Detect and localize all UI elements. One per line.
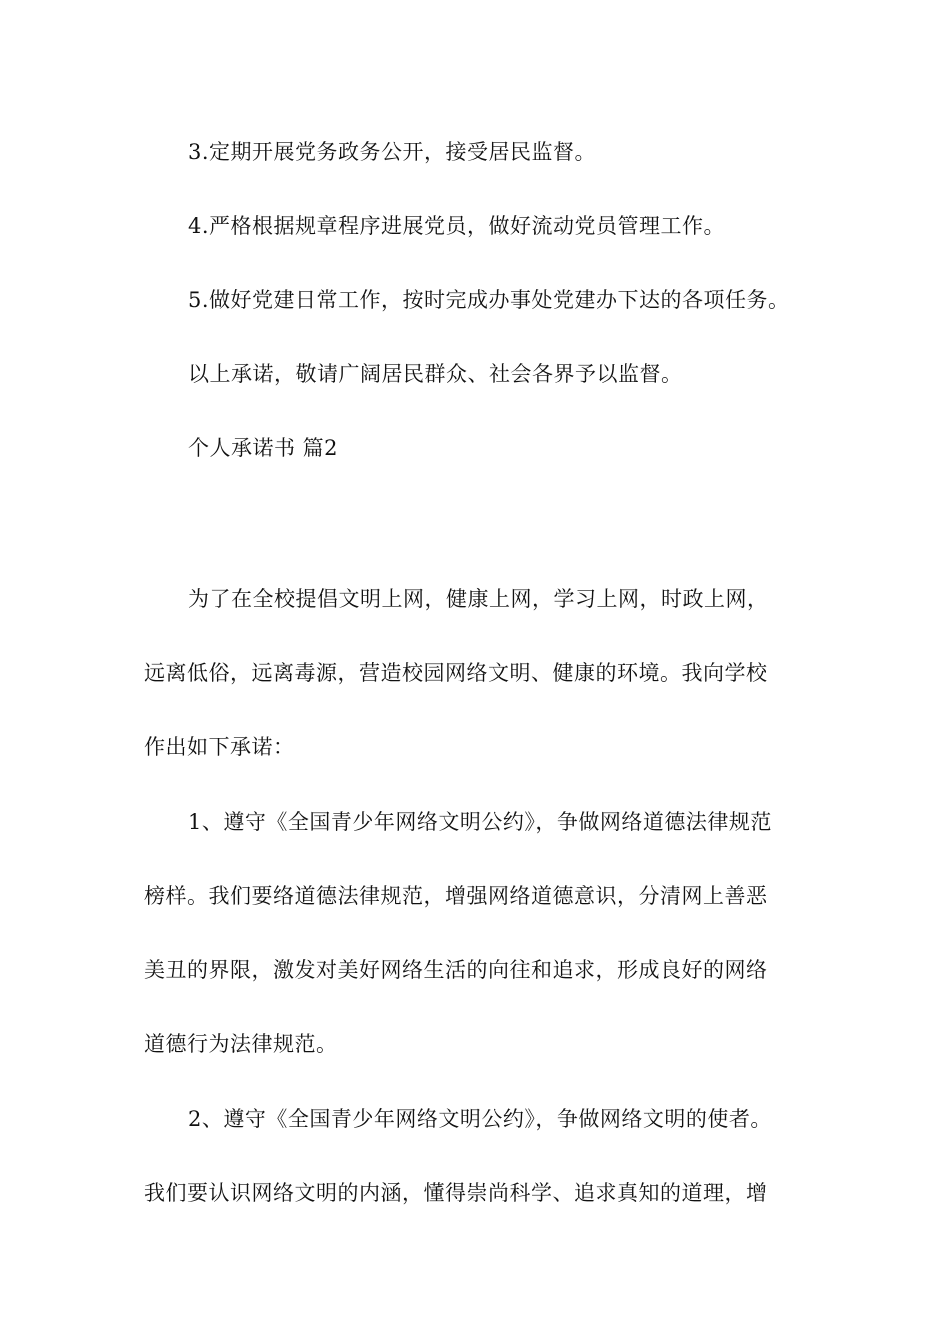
- paragraph-line: 作出如下承诺：: [144, 735, 295, 759]
- section-heading: 个人承诺书 篇2: [188, 436, 339, 460]
- paragraph-line: 我们要认识网络文明的内涵，懂得崇尚科学、追求真知的道理，增: [144, 1181, 768, 1205]
- paragraph-line: 美丑的界限，激发对美好网络生活的向往和追求，形成良好的网络: [144, 958, 768, 982]
- paragraph-line: 1、遵守《全国青少年网络文明公约》，争做网络道德法律规范: [188, 810, 772, 834]
- paragraph-line: 4.严格根据规章程序进展党员，做好流动党员管理工作。: [188, 214, 726, 238]
- paragraph-line: 榜样。我们要络道德法律规范，增强网络道德意识，分清网上善恶: [144, 884, 768, 908]
- paragraph-line: 以上承诺，敬请广阔居民群众、社会各界予以监督。: [188, 362, 683, 386]
- paragraph-line: 2、遵守《全国青少年网络文明公约》，争做网络文明的使者。: [188, 1107, 772, 1131]
- paragraph-line: 道德行为法律规范。: [144, 1032, 338, 1056]
- paragraph-line: 为了在全校提倡文明上网，健康上网，学习上网，时政上网，: [188, 587, 769, 611]
- paragraph-line: 5.做好党建日常工作，按时完成办事处党建办下达的各项任务。: [188, 288, 790, 312]
- paragraph-line: 远离低俗，远离毒源，营造校园网络文明、健康的环境。我向学校: [144, 661, 768, 685]
- paragraph-line: 3.定期开展党务政务公开，接受居民监督。: [188, 140, 597, 164]
